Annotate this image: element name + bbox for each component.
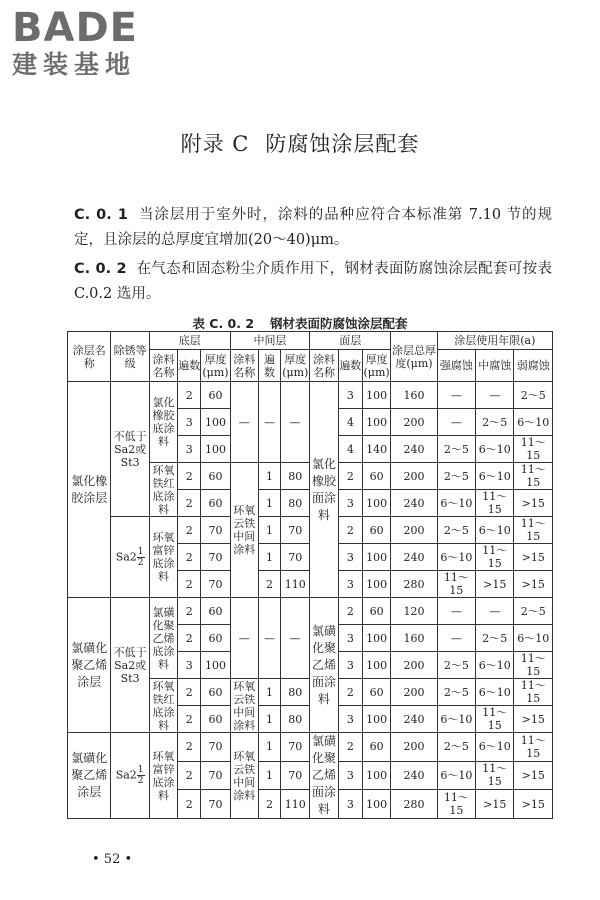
life-strong-cell: 2～5 (437, 436, 475, 463)
life-medium-cell: >15 (476, 790, 514, 819)
rust-grade-cell: 不低于 Sa2或 St3 (111, 598, 149, 733)
life-weak-cell: >15 (514, 706, 553, 733)
coating-name-cell: 氯磺化聚乙烯涂层 (68, 733, 111, 819)
life-medium-cell: >15 (476, 571, 514, 598)
top-coats-cell: 3 (338, 761, 362, 790)
logo-wordmark: BADE (12, 5, 138, 51)
life-strong-cell: 6～10 (437, 490, 475, 517)
total-thickness-cell: 240 (391, 436, 437, 463)
life-medium-cell: 6～10 (476, 679, 514, 706)
middle-paint-cell: 环氧云铁中间涂料 (230, 679, 258, 733)
top-coats-cell: 4 (338, 409, 362, 436)
life-strong-cell: — (437, 382, 475, 409)
base-coats-cell: 2 (178, 679, 201, 706)
middle-thickness-cell: — (281, 382, 310, 463)
middle-coats-cell: — (258, 382, 280, 463)
top-coats-cell: 3 (338, 571, 362, 598)
life-medium-cell: 11～15 (476, 706, 514, 733)
life-strong-cell: 11～15 (437, 571, 475, 598)
total-thickness-cell: 200 (391, 463, 437, 490)
life-weak-cell: 11～15 (514, 652, 553, 679)
base-thickness-cell: 70 (201, 761, 230, 790)
middle-coats-cell: 1 (258, 706, 280, 733)
base-coats-cell: 3 (178, 652, 201, 679)
life-medium-cell: — (476, 598, 514, 625)
base-coats-cell: 2 (178, 463, 201, 490)
header-top-coats: 遍数 (338, 350, 362, 382)
middle-thickness-cell: 110 (281, 790, 310, 819)
life-medium-cell: 11～15 (476, 490, 514, 517)
top-coats-cell: 3 (338, 490, 362, 517)
life-strong-cell: 2～5 (437, 679, 475, 706)
life-weak-cell: 11～15 (514, 463, 553, 490)
top-thickness-cell: 100 (362, 571, 390, 598)
base-coats-cell: 2 (178, 382, 201, 409)
life-strong-cell: 2～5 (437, 463, 475, 490)
total-thickness-cell: 200 (391, 679, 437, 706)
total-thickness-cell: 120 (391, 598, 437, 625)
header-total: 涂层总厚度(μm) (391, 332, 437, 382)
life-strong-cell: 6～10 (437, 706, 475, 733)
middle-thickness-cell: 70 (281, 544, 310, 571)
base-coats-cell: 2 (178, 490, 201, 517)
appendix-label: 附录 C (180, 132, 250, 156)
life-weak-cell: 2～5 (514, 382, 553, 409)
clause-number: C. 0. 2 (74, 261, 127, 277)
base-thickness-cell: 60 (201, 463, 230, 490)
life-strong-cell: 2～5 (437, 652, 475, 679)
header-top-thickness: 厚度(μm) (362, 350, 390, 382)
table-row (68, 733, 553, 762)
fraction-half (137, 765, 145, 786)
top-thickness-cell: 100 (362, 382, 390, 409)
appendix-heading (0, 128, 600, 158)
rust-grade-cell (111, 517, 149, 598)
total-thickness-cell: 160 (391, 625, 437, 652)
table-title: 钢材表面防腐蚀涂层配套 (270, 316, 408, 331)
middle-coats-cell: — (258, 598, 280, 679)
base-thickness-cell: 60 (201, 490, 230, 517)
base-thickness-cell: 100 (201, 436, 230, 463)
table-row (68, 598, 553, 625)
top-thickness-cell: 60 (362, 598, 390, 625)
life-weak-cell: 11～15 (514, 679, 553, 706)
middle-coats-cell: 1 (258, 544, 280, 571)
table-caption (0, 314, 600, 332)
top-paint-cell: 氯磺化聚乙烯面涂料 (310, 598, 338, 733)
rust-grade-cell (111, 733, 149, 819)
fraction-numerator: 1 (137, 546, 144, 557)
top-coats-cell: 2 (338, 679, 362, 706)
top-thickness-cell: 60 (362, 517, 390, 544)
base-paint-cell: 氯磺化聚乙烯底涂料 (149, 598, 177, 679)
base-thickness-cell: 70 (201, 571, 230, 598)
base-thickness-cell: 60 (201, 706, 230, 733)
header-middle-paint: 涂料名称 (230, 350, 258, 382)
total-thickness-cell: 200 (391, 652, 437, 679)
top-thickness-cell: 100 (362, 625, 390, 652)
life-weak-cell: >15 (514, 790, 553, 819)
life-strong-cell: 11～15 (437, 790, 475, 819)
base-coats-cell: 3 (178, 436, 201, 463)
header-coating-name: 涂层名称 (68, 332, 111, 382)
life-medium-cell: 11～15 (476, 761, 514, 790)
middle-coats-cell: 2 (258, 790, 280, 819)
header-top-paint: 涂料名称 (310, 350, 338, 382)
base-thickness-cell: 60 (201, 598, 230, 625)
life-strong-cell: 2～5 (437, 517, 475, 544)
logo-subtitle: 建装基地 (12, 50, 137, 79)
total-thickness-cell: 200 (391, 409, 437, 436)
base-thickness-cell: 70 (201, 544, 230, 571)
header-top: 面层 (310, 332, 391, 350)
clause-text: 在气态和固态粉尘介质作用下，钢材表面防腐蚀涂层配套可按表 C.0.2 选用。 (74, 261, 553, 302)
life-weak-cell: 11～15 (514, 517, 553, 544)
life-strong-cell: — (437, 598, 475, 625)
total-thickness-cell: 240 (391, 706, 437, 733)
rust-grade-whole: Sa2 (115, 768, 137, 782)
top-coats-cell: 2 (338, 598, 362, 625)
life-weak-cell: 11～15 (514, 733, 553, 762)
middle-paint-cell: 环氧云铁中间涂料 (230, 733, 258, 819)
middle-thickness-cell: — (281, 598, 310, 679)
life-medium-cell: 6～10 (476, 517, 514, 544)
top-thickness-cell: 100 (362, 409, 390, 436)
life-weak-cell: 11～15 (514, 436, 553, 463)
middle-thickness-cell: 80 (281, 490, 310, 517)
base-thickness-cell: 60 (201, 679, 230, 706)
middle-thickness-cell: 70 (281, 517, 310, 544)
clause-c02 (74, 257, 552, 307)
top-thickness-cell: 100 (362, 790, 390, 819)
top-thickness-cell: 100 (362, 490, 390, 517)
top-coats-cell: 3 (338, 790, 362, 819)
life-medium-cell: 6～10 (476, 733, 514, 762)
coating-name-cell: 氯磺化聚乙烯涂层 (68, 598, 111, 733)
header-row-1 (68, 332, 553, 350)
top-paint-cell: 氯磺化聚乙烯面涂料 (310, 733, 338, 819)
coating-table (67, 331, 553, 819)
total-thickness-cell: 160 (391, 382, 437, 409)
total-thickness-cell: 200 (391, 733, 437, 762)
header-base-coats: 遍数 (178, 350, 201, 382)
life-strong-cell: 6～10 (437, 761, 475, 790)
top-thickness-cell: 140 (362, 436, 390, 463)
header-rust-grade: 除锈等级 (111, 332, 149, 382)
top-paint-cell: 氯化橡胶面涂料 (310, 382, 338, 598)
clause-text: 当涂层用于室外时，涂料的品种应符合本标准第 7.10 节的规定，且涂层的总厚度宜增加(20～40)μm。 (74, 207, 552, 248)
top-coats-cell: 3 (338, 382, 362, 409)
total-thickness-cell: 240 (391, 544, 437, 571)
rust-grade-cell: 不低于Sa2或 St3 (111, 382, 149, 517)
life-weak-cell: 2～5 (514, 598, 553, 625)
top-coats-cell: 2 (338, 463, 362, 490)
middle-thickness-cell: 80 (281, 679, 310, 706)
top-thickness-cell: 60 (362, 679, 390, 706)
middle-thickness-cell: 70 (281, 733, 310, 762)
base-coats-cell: 2 (178, 706, 201, 733)
base-thickness-cell: 60 (201, 382, 230, 409)
middle-coats-cell: 1 (258, 761, 280, 790)
life-strong-cell: — (437, 625, 475, 652)
base-thickness-cell: 70 (201, 790, 230, 819)
middle-coats-cell: 1 (258, 679, 280, 706)
life-medium-cell: 6～10 (476, 652, 514, 679)
life-medium-cell: 6～10 (476, 436, 514, 463)
middle-coats-cell: 2 (258, 571, 280, 598)
header-base: 底层 (149, 332, 230, 350)
base-coats-cell: 3 (178, 409, 201, 436)
logo (12, 6, 138, 80)
middle-coats-cell: 1 (258, 463, 280, 490)
header-life: 涂层使用年限(a) (437, 332, 552, 350)
header-middle-thickness: 厚度(μm) (281, 350, 310, 382)
life-weak-cell: >15 (514, 571, 553, 598)
clause-c01 (74, 203, 552, 253)
top-coats-cell: 3 (338, 544, 362, 571)
top-thickness-cell: 100 (362, 544, 390, 571)
base-thickness-cell: 60 (201, 625, 230, 652)
header-middle: 中间层 (230, 332, 310, 350)
header-base-thickness: 厚度(μm) (201, 350, 230, 382)
life-strong-cell: — (437, 409, 475, 436)
middle-paint-cell: — (230, 382, 258, 463)
total-thickness-cell: 240 (391, 490, 437, 517)
table-row (68, 382, 553, 409)
base-thickness-cell: 70 (201, 733, 230, 762)
base-thickness-cell: 100 (201, 652, 230, 679)
base-paint-cell: 环氧富锌底涂料 (149, 733, 177, 819)
life-weak-cell: >15 (514, 490, 553, 517)
middle-paint-cell: 环氧云铁中间涂料 (230, 463, 258, 598)
middle-coats-cell: 1 (258, 490, 280, 517)
life-strong-cell: 6～10 (437, 544, 475, 571)
base-thickness-cell: 100 (201, 409, 230, 436)
fraction-denominator: 2 (137, 557, 144, 568)
header-strong: 强腐蚀 (437, 350, 475, 382)
base-coats-cell: 2 (178, 517, 201, 544)
life-medium-cell: — (476, 382, 514, 409)
top-thickness-cell: 60 (362, 463, 390, 490)
top-thickness-cell: 60 (362, 733, 390, 762)
total-thickness-cell: 240 (391, 761, 437, 790)
fraction-half (137, 547, 145, 568)
total-thickness-cell: 280 (391, 571, 437, 598)
base-coats-cell: 2 (178, 625, 201, 652)
life-weak-cell: 6～10 (514, 625, 553, 652)
header-base-paint: 涂料名称 (149, 350, 177, 382)
table-label: 表 C. 0. 2 (192, 316, 255, 331)
header-weak: 弱腐蚀 (514, 350, 553, 382)
base-coats-cell: 2 (178, 544, 201, 571)
base-coats-cell: 2 (178, 571, 201, 598)
base-coats-cell: 2 (178, 733, 201, 762)
base-paint-cell: 氯化橡胶底涂料 (149, 382, 177, 463)
base-paint-cell: 环氧铁红底涂料 (149, 463, 177, 517)
life-weak-cell: 6～10 (514, 409, 553, 436)
fraction-numerator: 1 (137, 765, 144, 775)
base-coats-cell: 2 (178, 790, 201, 819)
life-medium-cell: 11～15 (476, 544, 514, 571)
coating-name-cell: 氯化橡胶涂层 (68, 382, 111, 598)
middle-thickness-cell: 70 (281, 761, 310, 790)
top-thickness-cell: 100 (362, 706, 390, 733)
top-coats-cell: 3 (338, 706, 362, 733)
life-medium-cell: 2～5 (476, 409, 514, 436)
life-weak-cell: >15 (514, 544, 553, 571)
life-strong-cell: 2～5 (437, 733, 475, 762)
header-medium: 中腐蚀 (476, 350, 514, 382)
life-medium-cell: 2～5 (476, 625, 514, 652)
life-medium-cell: 6～10 (476, 463, 514, 490)
base-coats-cell: 2 (178, 761, 201, 790)
middle-thickness-cell: 110 (281, 571, 310, 598)
life-weak-cell: >15 (514, 761, 553, 790)
middle-thickness-cell: 80 (281, 463, 310, 490)
middle-paint-cell: — (230, 598, 258, 679)
middle-thickness-cell: 80 (281, 706, 310, 733)
base-paint-cell: 环氧富锌底涂料 (149, 517, 177, 598)
total-thickness-cell: 280 (391, 790, 437, 819)
clause-number: C. 0. 1 (74, 207, 128, 223)
top-coats-cell: 2 (338, 733, 362, 762)
top-coats-cell: 2 (338, 517, 362, 544)
page-number: • 52 • (92, 852, 133, 867)
base-paint-cell: 环氧铁红底涂料 (149, 679, 177, 733)
fraction-denominator: 2 (137, 776, 144, 786)
total-thickness-cell: 200 (391, 517, 437, 544)
base-thickness-cell: 70 (201, 517, 230, 544)
top-coats-cell: 4 (338, 436, 362, 463)
middle-coats-cell: 1 (258, 733, 280, 762)
top-coats-cell: 3 (338, 652, 362, 679)
rust-grade-whole: Sa2 (115, 550, 137, 563)
top-coats-cell: 3 (338, 625, 362, 652)
top-thickness-cell: 100 (362, 761, 390, 790)
base-coats-cell: 2 (178, 598, 201, 625)
middle-coats-cell: 1 (258, 517, 280, 544)
appendix-title: 防腐蚀涂层配套 (265, 132, 420, 156)
top-thickness-cell: 100 (362, 652, 390, 679)
header-middle-coats: 遍数 (258, 350, 280, 382)
